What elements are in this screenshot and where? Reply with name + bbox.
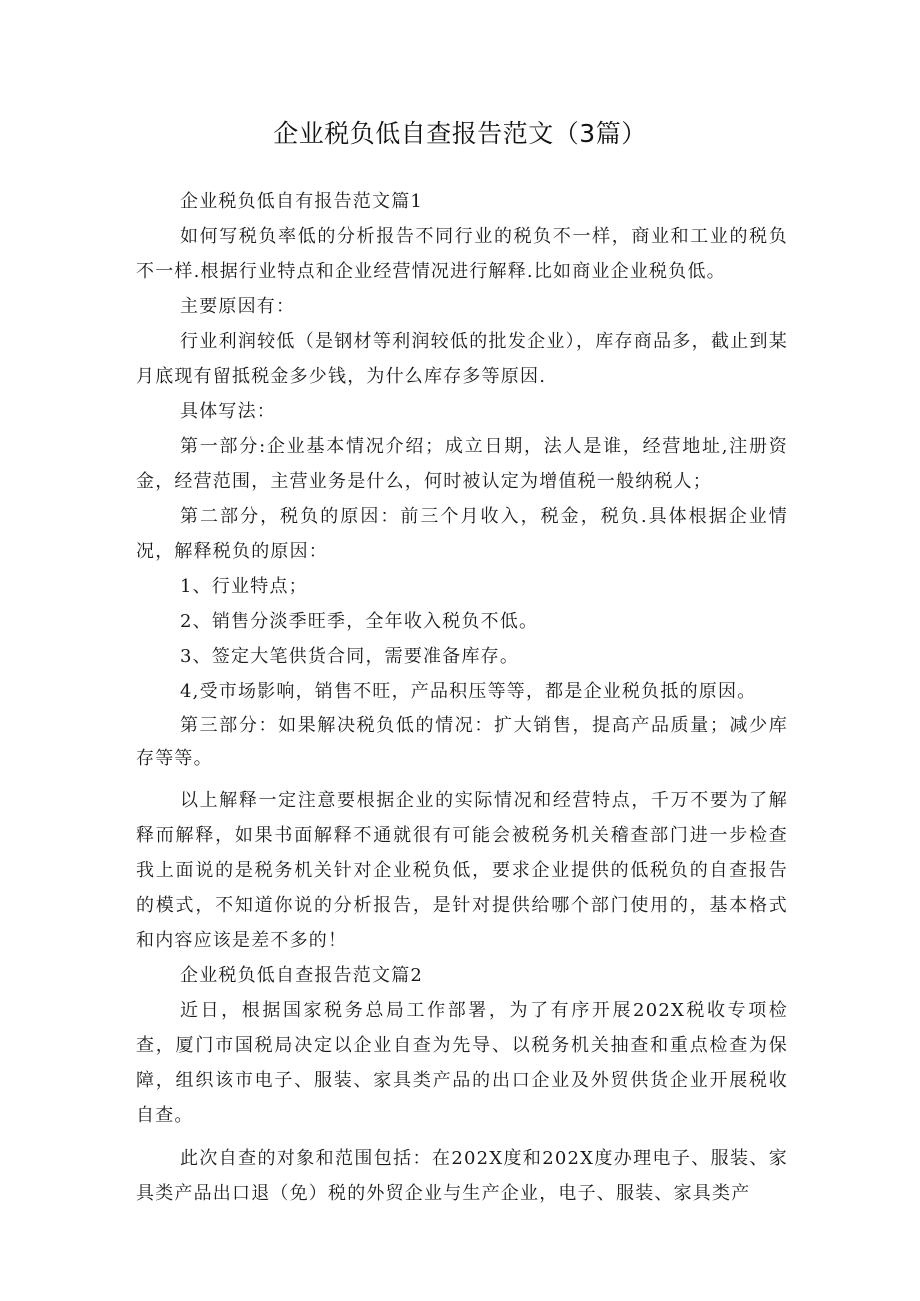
paragraph-main-reasons: 行业利润较低（是钢材等利润较低的批发企业），库存商品多，截止到某月底现有留抵税金多少钱，为什么库存多等原因. <box>136 331 788 387</box>
paragraph-xiamen-notice: 近日，根据国家税务总局工作部署，为了有序开展202X税收专项检查，厦门市国税局决定以企业自查为先导、以税务机关抽查和重点检查为保障，组织该市电子、服装、家具类产品的出口企业及外贸供货企业开展税收自查。 <box>136 1000 788 1126</box>
section-heading-2: 企业税负低自查报告范文篇2 <box>180 965 424 986</box>
paragraph-writing-method-label: 具体写法： <box>180 401 276 422</box>
list-item-4: 4,受市场影响，销售不旺，产品积压等等，都是企业税负抵的原因。 <box>180 681 757 702</box>
paragraph-part-one: 第一部分:企业基本情况介绍；成立日期，法人是谁，经营地址,注册资金，经营范围，主营业务是什么，何时被认定为增值税一般纳税人； <box>136 436 788 492</box>
paragraph-intro: 如何写税负率低的分析报告不同行业的税负不一样，商业和工业的税负不一样.根据行业特点和企业经营情况进行解释.比如商业企业税负低。 <box>136 226 788 282</box>
paragraph-scope: 此次自查的对象和范围包括：在202X度和202X度办理电子、服装、家具类产品出口退（免）税的外贸企业与生产企业，电子、服装、家具类产 <box>136 1148 788 1204</box>
list-item-2: 2、销售分淡季旺季，全年收入税负不低。 <box>180 611 539 632</box>
paragraph-part-three: 第三部分：如果解决税负低的情况：扩大销售，提高产品质量；减少库存等等。 <box>136 715 788 769</box>
paragraph-main-reasons-label: 主要原因有： <box>180 296 296 317</box>
list-item-3: 3、签定大笔供货合同，需要准备库存。 <box>180 646 520 667</box>
list-item-1: 1、行业特点； <box>180 576 308 597</box>
paragraph-part-two: 第二部分，税负的原因：前三个月收入，税金，税负.具体根据企业情况，解释税负的原因： <box>136 506 788 562</box>
document-title: 企业税负低自查报告范文（3篇） <box>273 119 647 148</box>
section-heading-1: 企业税负低自有报告范文篇1 <box>180 191 424 212</box>
paragraph-explanation-note: 以上解释一定注意要根据企业的实际情况和经营特点，千万不要为了解释而解释，如果书面解释不通就很有可能会被税务机关稽查部门进一步检查我上面说的是税务机关针对企业税负低，要求企业提供的低税负的自查报告的模式，不知道你说的分析报告，是针对提供给哪个部门使用的，基本格式和内容应该是差不多的！ <box>136 790 788 951</box>
document-body <box>136 184 788 1211</box>
